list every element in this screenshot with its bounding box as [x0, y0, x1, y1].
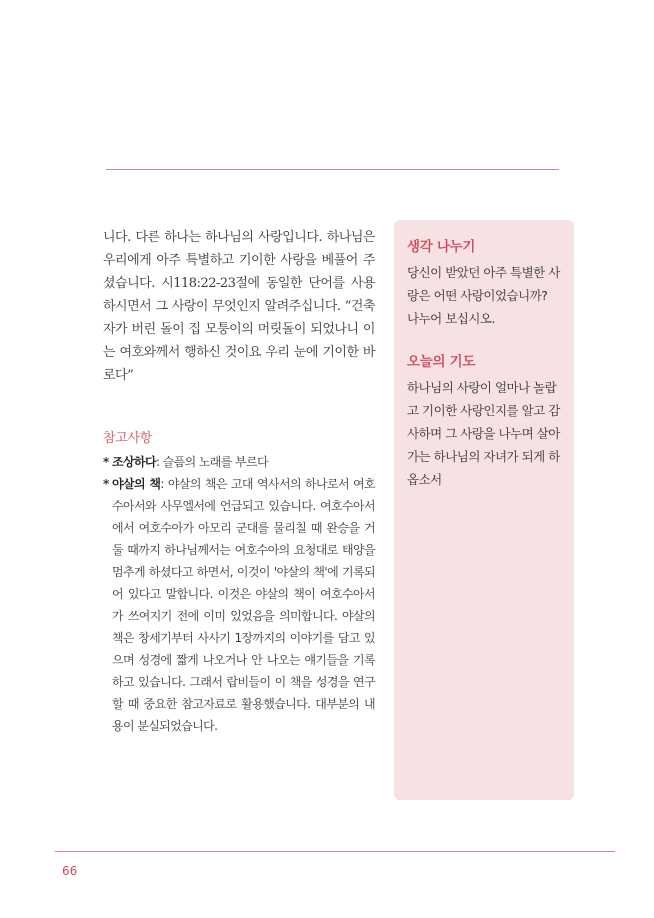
bullet-star: * [103, 477, 109, 491]
page-number: 66 [62, 864, 78, 878]
reference-section [103, 428, 375, 737]
prayer-body: 하나님의 사랑이 얼마나 놀랍고 기이한 사랑인지를 알고 감사하며 그 사랑을 나누며 살아가는 하나님의 자녀가 되게 하옵소서 [407, 380, 560, 487]
reference-item [103, 473, 375, 737]
reference-definition: : 야살의 책은 고대 역사서의 하나로서 여호수아서와 사무엘서에 언급되고 있습니다. 여호수아서에서 여호수아가 아모리 군대를 물리칠 때 완승을 거둘 때까지 하나님께서는 여호수아의 요청대로 태양을 멈추게 하셨다고 하면서, 이것이 '야살의 책'에 기록되어 있다고 말합니다. 이것은 야살의 책이 여호수아서가 쓰여지기 전에 이미 있었음을 의미합니다. 야살의 책은 창세기부터 사사기 1장까지의 이야기를 담고 있으며 성경에 짧게 나오거나 안 나오는 얘기들을 기록하고 있습니다. 그래서 랍비들이 이 책을 성경을 연구할 때 중요한 참고자료로 활용했습니다. 대부분의 내용이 분실되었습니다. [112, 477, 375, 733]
body-paragraph: 니다. 다른 하나는 하나님의 사랑입니다. 하나님은 우리에게 아주 특별하고 기이한 사랑을 베풀어 주셨습니다. 시118:22-23절에 동일한 단어를 사용하시면서 그 사랑이 무엇인지 알려주십니다. “건축자가 버린 돌이 집 모퉁이의 머릿돌이 되었나니 이는 여호와께서 행하신 것이요 우리 눈에 기이한 바로다” [103, 230, 375, 383]
sidebar-box [394, 220, 574, 800]
reference-term: 조상하다 [112, 455, 156, 469]
bottom-divider [55, 851, 615, 852]
bullet-star: * [103, 455, 109, 469]
reference-term: 야살의 책 [112, 477, 161, 491]
body-text [103, 226, 375, 387]
top-divider [106, 169, 559, 170]
reference-title: 참고사항 [103, 431, 153, 446]
share-body: 당신이 받았던 아주 특별한 사랑은 어떤 사랑이었습니까? 나누어 보십시오. [407, 265, 560, 326]
prayer-heading: 오늘의 기도 [407, 354, 476, 370]
reference-definition: : 슬픔의 노래를 부르다 [155, 455, 268, 469]
reference-item [103, 451, 375, 473]
share-heading: 생각 나누기 [407, 239, 476, 255]
